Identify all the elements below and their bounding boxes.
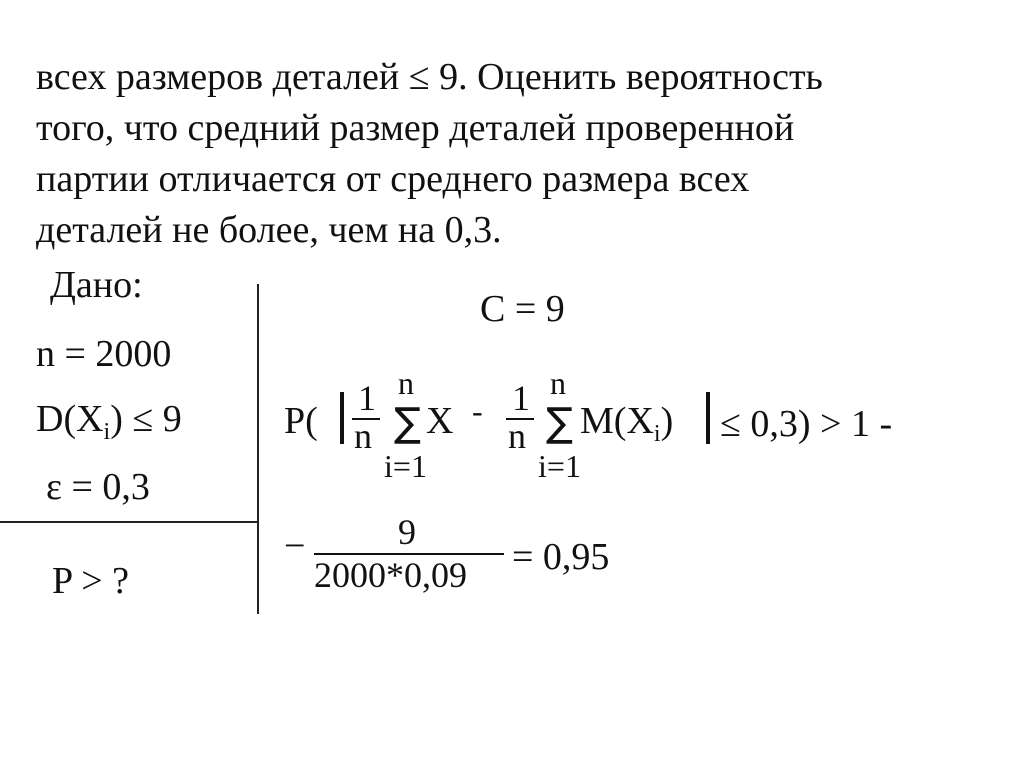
problem-line: деталей не более, чем на 0,3.	[36, 209, 502, 251]
frac2-numerator: 1	[512, 378, 530, 418]
sum2-lower: i=1	[538, 448, 581, 484]
given-heading: Дано:	[50, 264, 143, 306]
m-term	[580, 400, 674, 447]
sum1-sigma: ∑	[394, 400, 421, 446]
bound-numerator: 9	[398, 512, 416, 552]
frac1-numerator: 1	[358, 378, 376, 418]
minus-sign: -	[472, 393, 483, 429]
problem-line: того, что средний размер деталей проверенной	[36, 107, 795, 149]
variance-left: D(X	[36, 398, 104, 440]
m-right: )	[660, 400, 674, 442]
given-n: n = 2000	[36, 333, 172, 375]
table-vertical-divider	[257, 284, 259, 614]
problem-statement	[36, 52, 823, 256]
m-left: M(X	[580, 400, 654, 442]
sum2-upper: n	[550, 365, 566, 401]
question: P > ?	[52, 560, 130, 602]
formula-tail: ≤ 0,3) > 1 -	[720, 403, 893, 445]
sum1-lower: i=1	[384, 448, 427, 484]
abs-bar-left	[340, 392, 344, 444]
m-subscript: i	[653, 421, 661, 447]
problem-line: всех размеров деталей ≤ 9. Оценить вероятность	[36, 56, 823, 98]
p-open: P(	[284, 400, 318, 442]
frac1-denominator: n	[354, 416, 372, 456]
c-value: C = 9	[480, 288, 565, 330]
frac2-denominator: n	[508, 416, 526, 456]
result: = 0,95	[512, 536, 610, 578]
variance-right: ) ≤ 9	[110, 398, 182, 440]
bound-denominator: 2000*0,09	[314, 555, 467, 595]
lead-minus: −	[284, 525, 306, 567]
problem-line: партии отличается от среднего размера всех	[36, 158, 750, 200]
x-term: X	[426, 400, 454, 442]
sum1-upper: n	[398, 365, 414, 401]
abs-bar-right	[706, 392, 710, 444]
sum2-sigma: ∑	[546, 400, 573, 446]
given-epsilon: ε = 0,3	[46, 466, 150, 508]
variance-subscript: i	[103, 419, 111, 445]
given-variance	[36, 398, 182, 445]
table-horizontal-divider	[0, 521, 258, 523]
